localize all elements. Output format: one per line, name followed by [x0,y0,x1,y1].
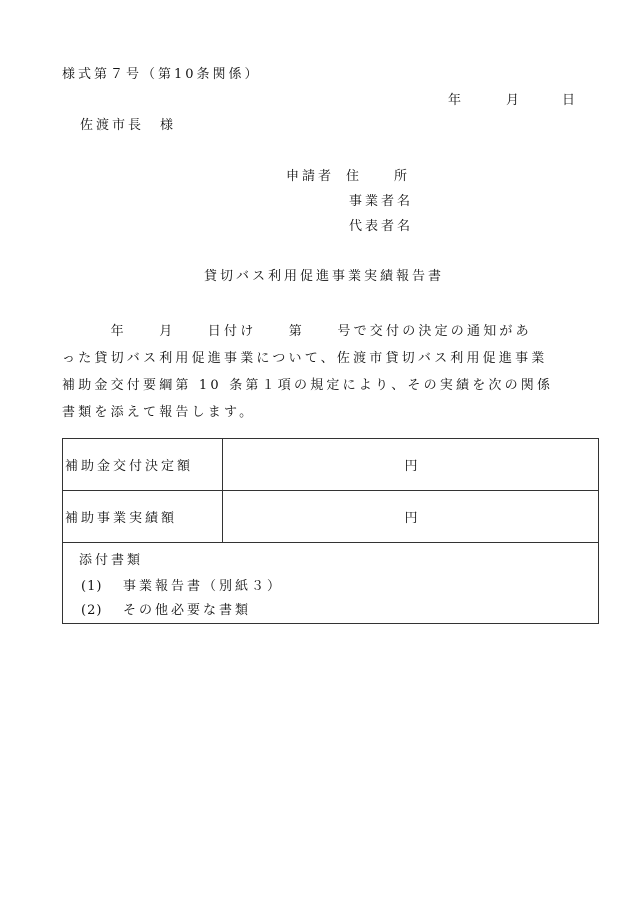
date-month: 月 [506,93,523,108]
attachments-cell [63,543,599,624]
attachment-number: (2) [81,603,103,618]
address-label: 住 所 [346,169,411,184]
yen-unit: 円 [404,511,421,526]
table-row [63,439,599,491]
table-row [63,491,599,543]
body-paragraph [62,318,602,426]
attachments-row [63,543,599,624]
applicant-label: 申請者 [286,169,335,184]
date-year: 年 [448,93,465,108]
body-line-4: 書類を添えて報告します。 [62,405,256,420]
grant-decision-label: 補助金交付決定額 [63,439,223,491]
date-day: 日 [562,93,579,108]
report-title: 貸切バス利用促進事業実績報告書 [204,269,445,284]
attachment-number: (1) [81,579,103,594]
addressee: 佐渡市長 様 [80,118,177,133]
yen-unit: 円 [404,459,421,474]
attachment-text: その他必要な書類 [123,603,252,618]
attachment-text: 事業報告書（別紙３） [123,579,284,594]
list-item [81,579,598,595]
body-line-1: 年 月 日付け 第 号で交付の決定の通知があ [62,324,532,339]
body-line-3: 補助金交付要綱第 10 条第１項の規定により、その実績を次の関係 [62,378,554,393]
business-name-label: 事業者名 [349,194,414,209]
attachments-title: 添付書類 [79,553,144,568]
grant-decision-value[interactable] [223,439,599,491]
list-item [81,603,598,619]
body-line-2: った貸切バス利用促進事業について、佐渡市貸切バス利用促進事業 [62,351,548,366]
actual-amount-label: 補助事業実績額 [63,491,223,543]
actual-amount-value[interactable] [223,491,599,543]
report-table [62,438,599,624]
date-line [448,93,578,109]
representative-name-label: 代表者名 [349,219,414,234]
form-number: 様式第７号（第10条関係） [62,67,261,82]
